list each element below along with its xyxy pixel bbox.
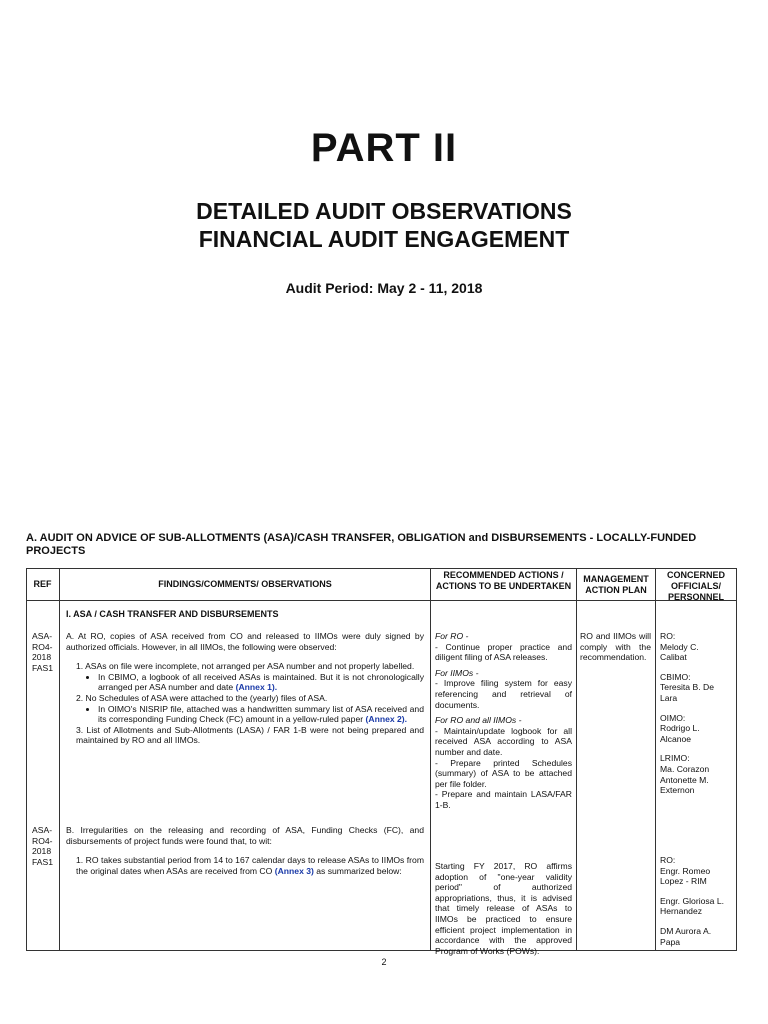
finding-item: 2. No Schedules of ASA were attached to the (yearly) files of ASA. — [76, 692, 328, 703]
finding-intro: A. At RO, copies of ASA received from CO and released to IIMOs were duly signed by authorized officials. However, in all IIMOs, the following were observed: — [66, 631, 424, 652]
table-border-right — [736, 568, 737, 951]
column-header-findings: FINDINGS/COMMENTS/ OBSERVATIONS — [158, 579, 332, 589]
column-divider — [59, 568, 60, 951]
row2-ref: ASA- RO4- 2018 FAS1 — [32, 825, 54, 867]
document-title-line2: FINANCIAL AUDIT ENGAGEMENT — [198, 226, 570, 252]
row1-findings — [66, 631, 424, 746]
section-heading: A. AUDIT ON ADVICE OF SUB-ALLOTMENTS (ASA)/CASH TRANSFER, OBLIGATION and DISBURSEMENTS - LOCALLY-FUNDED PROJECTS — [26, 532, 697, 557]
row2-actions: Starting FY 2017, RO affirms adoption of "one-year validity period" of authorized appropriations, thus, it is advised that timely release of ASAs to IIMOs be practiced to ensure efficient project implementation in accordance with the approved Program of Works (POWs). — [435, 861, 572, 956]
row1-management-plan: RO and IIMOs will comply with the recommendation. — [580, 631, 651, 663]
annex-link: (Annex 1). — [235, 682, 278, 693]
table-header-divider — [26, 600, 737, 601]
group-heading: I. ASA / CASH TRANSFER AND DISBURSEMENTS — [66, 609, 279, 619]
annex-link: (Annex 2). — [365, 714, 408, 725]
annex-link: (Annex 3) — [274, 865, 314, 876]
row1-actions: For RO - - Continue proper practice and diligent filing of ASA releases. For IIMOs - - Improve filing system for easy referencing and retrieval of documents. For RO and all IIMOs - - Maintain/update logbook for all received ASA according to ASA number and date. - Prepare printed Schedules (summary) of ASA to be attached per file folder. - Prepare and maintain LASA/FAR 1-B. — [435, 631, 572, 810]
audit-period: Audit Period: May 2 - 11, 2018 — [285, 280, 483, 296]
table-border-top — [26, 568, 737, 569]
finding-item: 1. RO takes substantial period from 14 to 167 calendar days to release ASAs to IIMOs from the original dates when ASAs are received from CO (Annex 3) as summarized below: — [76, 855, 424, 876]
finding-item: 3. List of Allotments and Sub-Allotments (LASA) / FAR 1-B were not being prepared and maintained by RO and all IIMOs. — [76, 724, 424, 746]
column-divider — [576, 568, 577, 951]
row2-officials: RO: Engr. Romeo Lopez - RIM Engr. Gloriosa L. Hernandez DM Aurora A. Papa — [660, 855, 725, 947]
row1-officials: RO: Melody C. Calibat CBIMO: Teresita B. De Lara OIMO: Rodrigo L. Alcanoe LRIMO: Ma. Corazon Antonette M. Externon — [660, 631, 714, 796]
table-border-bottom — [26, 950, 737, 951]
finding-intro: B. Irregularities on the releasing and recording of ASA, Funding Checks (FC), and disbursements of project funds were found that, to wit: — [66, 825, 424, 846]
row1-ref: ASA- RO4- 2018 FAS1 — [32, 631, 54, 673]
part-title: PART II — [310, 126, 458, 170]
page-number: 2 — [381, 957, 387, 967]
table-border-left — [26, 568, 27, 951]
column-header-ref: REF — [33, 579, 52, 589]
finding-bullet: • In OIMO's NISRIP file, attached was a handwritten summary list of ASA received and its corresponding Funding Check (FC) amount in a yellow-ruled paper (Annex 2). — [98, 704, 424, 725]
finding-item: 1. ASAs on file were incomplete, not arranged per ASA number and not properly labelled. — [76, 661, 415, 672]
document-title-line1: DETAILED AUDIT OBSERVATIONS — [196, 198, 572, 224]
finding-bullet: • In CBIMO, a logbook of all received ASAs is maintained. But it is not chronologically arranged per ASA number and date (Annex 1). — [98, 672, 424, 693]
column-header-officials: CONCERNED OFFICIALS/ PERSONNEL — [666, 570, 725, 602]
column-header-management: MANAGEMENT ACTION PLAN — [583, 574, 649, 595]
column-divider — [655, 568, 656, 951]
column-divider — [430, 568, 431, 951]
row2-findings — [66, 825, 424, 876]
column-header-actions: RECOMMENDED ACTIONS / ACTIONS TO BE UNDERTAKEN — [435, 570, 572, 591]
